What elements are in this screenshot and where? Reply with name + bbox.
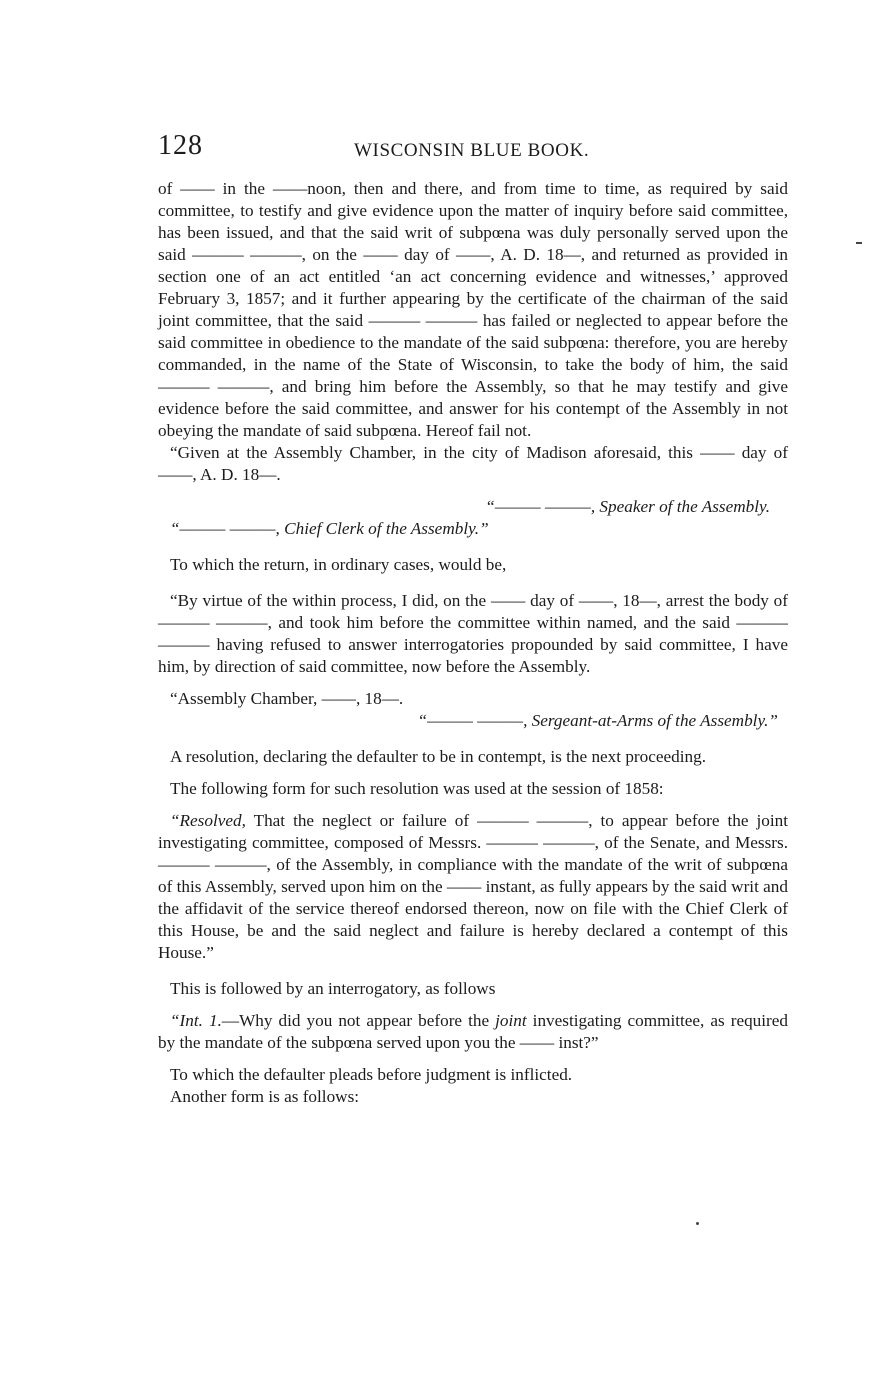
signature-chief-clerk: “——— ———, Chief Clerk of the Assembly.”: [170, 519, 489, 538]
resolved-lead: “Resolved,: [170, 811, 246, 830]
signature-speaker: “——— ———, Speaker of the Assembly.: [485, 497, 770, 516]
paragraph-assembly-chamber: “Assembly Chamber, ——, 18—.: [170, 689, 404, 708]
paragraph-another-form: Another form is as follows:: [170, 1087, 360, 1106]
paragraph-resolution-text: [158, 810, 788, 964]
resolution-body: That the neglect or failure of ——— ———, to appear before the joint investigating committee, composed of Messrs. ——— ———, of the Senate, and Messrs. ——— ———, of the Assembly, in compliance with the mandate of the writ of subpœna of this Assembly, served upon him on the —— instant, as fully appears by the said writ and the affidavit of the service thereof endorsed thereon, now on file with the Chief Clerk of this House, be and the said neglect and failure is hereby declared a contempt of this House.”: [158, 811, 788, 962]
paragraph-return-text: “By virtue of the within process, I did, on the —— day of ——, 18—, arrest the body of ——— ———, and took him before the committee within named, and the said ——— ——— having refused to answer interrogatories propounded by said committee, I have him, by direction of said committee, now before the Assembly.: [158, 591, 788, 676]
paragraph-return-intro: To which the return, in ordinary cases, would be,: [170, 555, 507, 574]
running-title: WISCONSIN BLUE BOOK.: [354, 140, 590, 161]
interrogatory-emphasis: joint: [495, 1011, 527, 1030]
interrogatory-lead: “Int. 1.: [170, 1011, 222, 1030]
paragraph-form-intro: The following form for such resolution was used at the session of 1858:: [170, 779, 664, 798]
paragraph-resolution-intro: A resolution, declaring the defaulter to be in contempt, is the next proceeding.: [170, 747, 706, 766]
paragraph-given-at: “Given at the Assembly Chamber, in the city of Madison aforesaid, this —— day of ——, A. D. 18—.: [158, 443, 788, 484]
page-number: 128: [158, 130, 203, 161]
page-header: [158, 130, 788, 170]
paragraph-interrogatory: [158, 1010, 788, 1054]
paragraph-interrogatory-intro: This is followed by an interrogatory, as follows: [170, 979, 496, 998]
ink-speck: [696, 1222, 699, 1225]
interrogatory-text-b: investigating committee, as required by the mandate of the subpœna served upon you the —— inst?”: [158, 1011, 788, 1052]
page-body: [158, 178, 788, 1108]
paragraph-writ-text: of —— in the ——noon, then and there, and from time to time, as required by said committee, to testify and give evidence upon the matter of inquiry before said committee, has been issued, and that the said writ of subpœna was duly personally served upon the said ——— ———, on the —— day of ——, A. D. 18—, and returned as provided in section one of an act entitled ‘an act concerning evidence and witnesses,’ approved February 3, 1857; and it further appearing by the certificate of the chairman of the said joint committee, that the said ——— ——— has failed or neglected to appear before the said committee in obedience to the mandate of the said subpœna: therefore, you are hereby commanded, in the name of the State of Wisconsin, to take the body of him, the said ——— ———, and bring him before the Assembly, so that he may testify and give evidence before the said committee, and answer for his contempt of the Assembly in not obeying the mandate of said subpœna. Hereof fail not.: [158, 179, 788, 440]
margin-mark: [856, 242, 862, 244]
paragraph-plea: To which the defaulter pleads before judgment is inflicted.: [170, 1065, 573, 1084]
interrogatory-text-a: —Why did you not appear before the: [221, 1011, 496, 1030]
signature-sergeant-at-arms: “——— ———, Sergeant-at-Arms of the Assembly.”: [417, 711, 778, 730]
